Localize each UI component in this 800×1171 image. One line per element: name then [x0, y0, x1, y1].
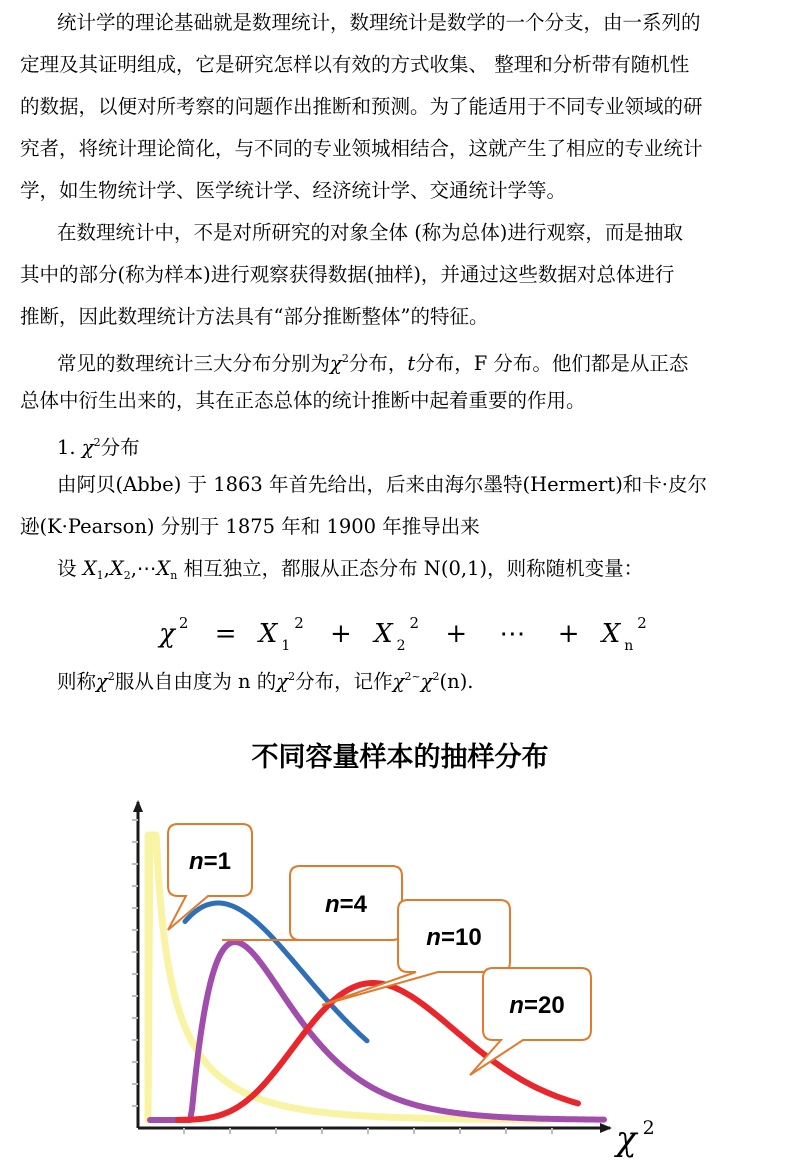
- paragraph-4-line-1: 由阿贝(Abbe) 于 1863 年首先给出，后来由海尔墨特(Hermert)和卡·皮尔: [57, 473, 707, 496]
- superscript-2: 2: [341, 352, 349, 365]
- formula-chi: χ: [159, 619, 179, 649]
- callout-label: n=10: [426, 924, 482, 951]
- chi-symbol: χ: [420, 670, 433, 693]
- formula-sub-2: 2: [396, 638, 410, 654]
- p5-text-b: 相互独立，都服从正态分布 N(0,1)，则称随机变量：: [183, 557, 644, 580]
- formula-sup-2: 2: [294, 614, 308, 632]
- chart-callouts: [168, 824, 591, 1075]
- paragraph-1-line-5: 学，如生物统计学、医学统计学、经济统计学、交通统计学等。: [20, 179, 567, 202]
- paragraph-3-line-2: 总体中衍生出来的，其在正态总体的统计推断中起着重要的作用。: [20, 389, 586, 412]
- heading-text: 分布: [100, 436, 140, 459]
- callout-label: n=1: [188, 848, 232, 875]
- subscript-n: n: [170, 569, 178, 582]
- p6-text-c: 分布，记作: [295, 670, 393, 693]
- comma: ,: [103, 557, 110, 580]
- formula-xn: X: [601, 619, 625, 649]
- formula-plus: +: [557, 619, 580, 649]
- callout-bubble: [168, 824, 252, 930]
- p5-text-a: 设: [57, 557, 77, 580]
- chi-symbol: χ: [392, 670, 405, 693]
- p6-text-b: 服从自由度为 n 的: [114, 670, 277, 693]
- article-body: [20, 2, 790, 698]
- paragraph-4-line-2: 逊(K·Pearson) 分别于 1875 年和 1900 年推导出来: [20, 515, 480, 538]
- paragraph-1-line-1: 统计学的理论基础就是数理统计，数理统计是数学的一个分支，由一系列的: [57, 11, 701, 34]
- chart-title: 不同容量样本的抽样分布: [251, 742, 549, 773]
- formula-x1: X: [258, 619, 282, 649]
- x-symbol: X: [109, 557, 124, 580]
- superscript-2: 2: [288, 670, 296, 683]
- callout-n20: [470, 968, 591, 1075]
- formula-sub-1: 1: [281, 638, 295, 654]
- heading-number: 1.: [57, 436, 76, 459]
- tilde: ~: [411, 670, 421, 683]
- p6-text-d: (n).: [439, 670, 474, 693]
- paragraph-1-line-3: 的数据，以便对所考察的问题作出推断和预测。为了能适用于不同专业领域的研: [20, 95, 703, 118]
- paragraph-1-line-2: 定理及其证明组成，它是研究怎样以有效的方式收集、 整理和分析带有随机性: [20, 53, 690, 76]
- paragraph-6-line-1: [20, 656, 790, 698]
- formula-sup-2: 2: [409, 614, 424, 632]
- callout-label: n=20: [509, 992, 565, 1019]
- formula-sub-n: n: [624, 638, 638, 654]
- chi-symbol: χ: [81, 436, 94, 459]
- superscript-2: 2: [404, 670, 412, 683]
- superscript-2: 2: [432, 670, 440, 683]
- paragraph-2-line-1: 在数理统计中，不是对所研究的对象全体 (称为总体)进行观察，而是抽取: [57, 221, 683, 244]
- x-axis-label: χ $^2$: [616, 1117, 655, 1159]
- paragraph-1-line-4: 究者，将统计理论简化，与不同的专业领城相结合，这就产生了相应的专业统计: [20, 137, 703, 160]
- chi-symbol: χ: [330, 352, 342, 375]
- chi-square-chart: [0, 790, 800, 1160]
- superscript-2: 2: [107, 670, 115, 683]
- section-heading-chi-square: [20, 422, 790, 464]
- callout-bubble: [470, 968, 591, 1075]
- callout-n1: [168, 824, 252, 930]
- p6-text-a: 则称: [57, 670, 97, 693]
- p3-text-b: 分布，: [348, 352, 408, 375]
- paragraph-3-line-1: [20, 338, 790, 380]
- superscript-2: 2: [93, 436, 101, 449]
- formula-dots: ⋯: [499, 619, 526, 649]
- chi-square-formula: [20, 590, 790, 656]
- t-symbol: t: [407, 352, 416, 375]
- paragraph-5-line-1: [20, 548, 790, 590]
- chi-symbol: χ: [96, 670, 108, 693]
- subscript-1: 1: [96, 569, 104, 582]
- paragraph-2-line-3: 推断，因此数理统计方法具有“部分推断整体”的特征。: [20, 305, 489, 328]
- formula-equals: =: [214, 619, 237, 649]
- callout-label: n=4: [324, 891, 368, 918]
- p3-text-a: 常见的数理统计三大分布分别为: [57, 352, 331, 375]
- paragraph-2-line-2: 其中的部分(称为样本)进行观察获得数据(抽样)，并通过这些数据对总体进行: [20, 263, 675, 286]
- formula-sup-2: 2: [637, 614, 651, 632]
- x-symbol: X: [82, 557, 97, 580]
- formula-x2: X: [374, 619, 397, 649]
- p3-text-c: 分布，F 分布。他们都是从正态: [415, 352, 689, 375]
- x-symbol: X: [156, 557, 171, 580]
- formula-plus: +: [330, 619, 352, 649]
- formula-plus: +: [445, 619, 468, 649]
- subscript-2: 2: [123, 569, 131, 582]
- formula-sup-2: 2: [178, 614, 193, 632]
- ellipsis: ,⋯: [130, 557, 157, 580]
- chi-symbol: χ: [276, 670, 289, 693]
- x-axis-label-group: [614, 1117, 655, 1159]
